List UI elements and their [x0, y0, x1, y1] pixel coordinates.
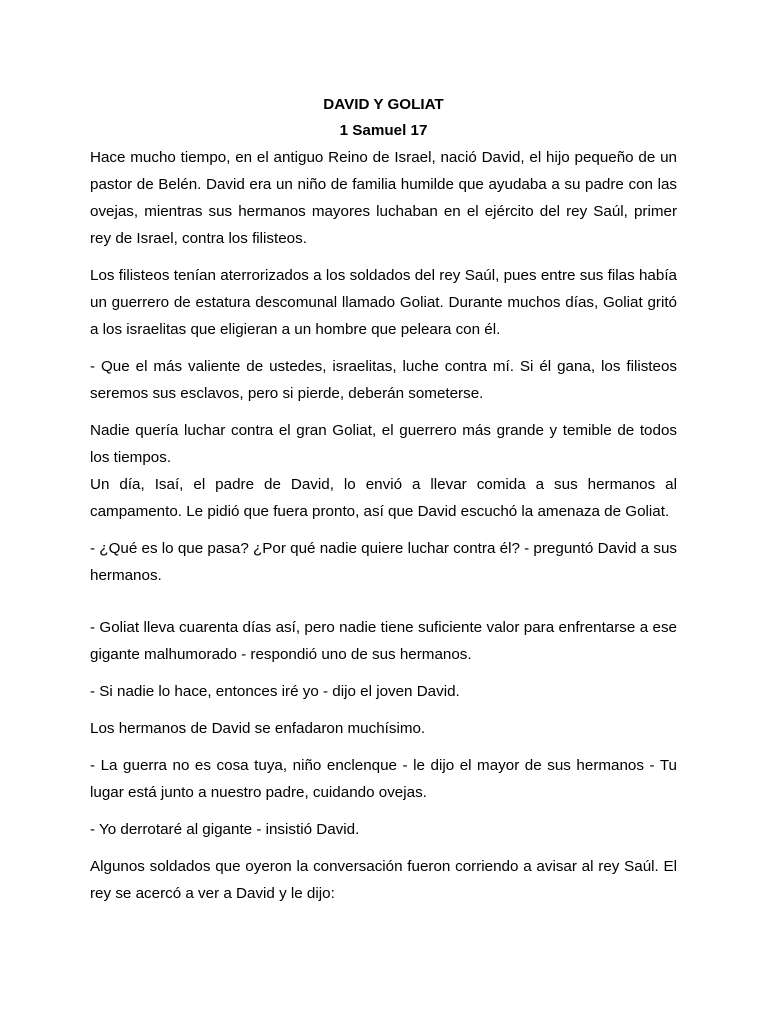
paragraph-1: Hace mucho tiempo, en el antiguo Reino de Israel, nació David, el hijo pequeño de un pastor de Belén. David era un niño de familia humilde que ayudaba a su padre con las ovejas, mientras sus hermanos mayores luchaban en el ejército del rey Saúl, primer rey de Israel, contra los filisteos.	[90, 149, 677, 247]
paragraph-10: - La guerra no es cosa tuya, niño enclenque - le dijo el mayor de sus hermanos - Tu lugar está junto a nuestro padre, cuidando ovejas.	[90, 757, 677, 801]
paragraph-11: - Yo derrotaré al gigante - insistió David.	[90, 821, 360, 838]
paragraph-2: Los filisteos tenían aterrorizados a los soldados del rey Saúl, pues entre sus filas había un guerrero de estatura descomunal llamado Goliat. Durante muchos días, Goliat gritó a los israelitas que eligieran a un hombre que peleara con él.	[90, 267, 677, 338]
document-title: DAVID Y GOLIAT	[323, 96, 444, 113]
document-page	[90, 92, 677, 917]
blank-line	[90, 589, 677, 614]
paragraph-4: Nadie quería luchar contra el gran Goliat, el guerrero más grande y temible de todos los tiempos.	[90, 422, 677, 466]
paragraph-12: Algunos soldados que oyeron la conversación fueron corriendo a avisar al rey Saúl. El rey se acercó a ver a David y le dijo:	[90, 858, 677, 902]
paragraph-9: Los hermanos de David se enfadaron muchísimo.	[90, 720, 426, 737]
document-subtitle: 1 Samuel 17	[339, 122, 428, 139]
paragraph-7: - Goliat lleva cuarenta días así, pero nadie tiene suficiente valor para enfrentarse a ese gigante malhumorado - respondió uno de sus hermanos.	[90, 619, 677, 663]
paragraph-3: - Que el más valiente de ustedes, israelitas, luche contra mí. Si él gana, los filisteos seremos sus esclavos, pero si pierde, deberán someterse.	[90, 358, 677, 402]
paragraph-6: - ¿Qué es lo que pasa? ¿Por qué nadie quiere luchar contra él? - preguntó David a sus hermanos.	[90, 540, 677, 584]
paragraph-5: Un día, Isaí, el padre de David, lo envió a llevar comida a sus hermanos al campamento. Le pidió que fuera pronto, así que David escuchó la amenaza de Goliat.	[90, 476, 677, 520]
paragraph-8: - Si nadie lo hace, entonces iré yo - dijo el joven David.	[90, 683, 460, 700]
